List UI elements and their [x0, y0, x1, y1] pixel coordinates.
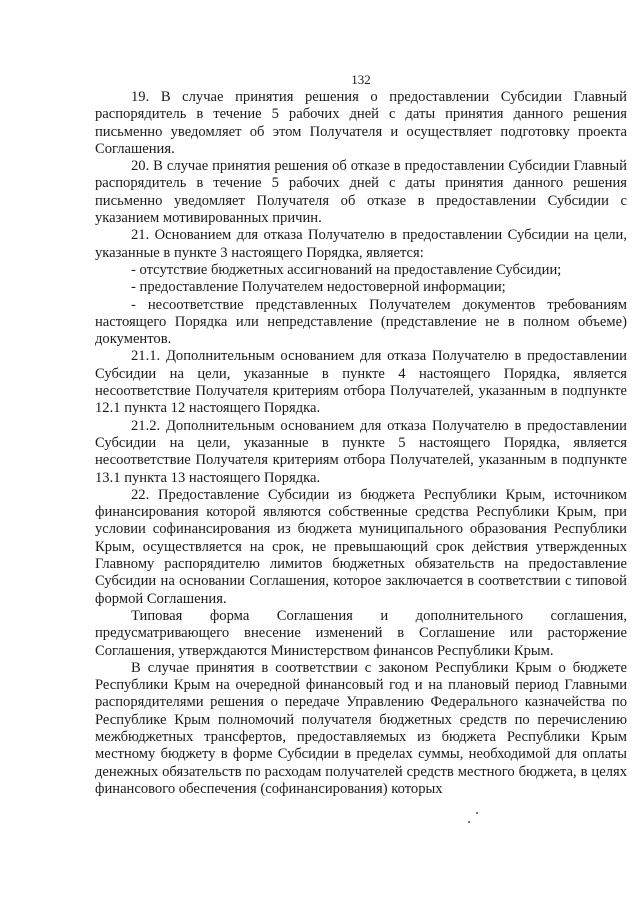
paragraph-treasury-transfer: В случае принятия в соответствии с законом Республики Крым о бюджете Республики Крым на очередной финансовый год и на плановый период Главными распорядителями решения о передаче Управлению Федерального казначейства по Республике Крым полномочий получателя бюджетных средств по перечислению межбюджетных трансфертов, предоставляемых из бюджета Республики Крым местному бюджету в форме Субсидии в пределах суммы, необходимой для оплаты денежных обязательств по расходам получателей средств местного бюджета, в целях финансового обеспечения (софинансирования) которых — [95, 659, 627, 797]
paragraph-20: 20. В случае принятия решения об отказе в предоставлении Субсидии Главный распорядитель в течение 5 рабочих дней с даты принятия данного решения письменно уведомляет Получателя об отказе в предоставлении Субсидии с указанием мотивированных причин. — [95, 158, 627, 227]
document-page — [95, 72, 627, 798]
paragraph-21: 21. Основанием для отказа Получателю в предоставлении Субсидии на цели, указанные в пункте 3 настоящего Порядка, является: — [95, 227, 627, 261]
list-item: - предоставление Получателем недостоверной информации; — [131, 279, 506, 296]
scan-speck — [468, 821, 470, 823]
list-item: - отсутствие бюджетных ассигнований на предоставление Субсидии; — [131, 261, 562, 278]
paragraph-21-1: 21.1. Дополнительным основанием для отказа Получателю в предоставлении Субсидии на цели, указанные в пункте 4 настоящего Порядка, является несоответствие Получателя критериям отбора Получателей, указанным в подпункте 12.1 пункта 12 настоящего Порядка. — [95, 348, 627, 417]
paragraph-21-2: 21.2. Дополнительным основанием для отказа Получателю в предоставлении Субсидии на цели, указанные в пункте 5 настоящего Порядка, является несоответствие Получателя критериям отбора Получателей, указанным в подпункте 13.1 пункта 13 настоящего Порядка. — [95, 417, 627, 486]
list-item: - несоответствие представленных Получателем документов требованиям настоящего Порядка или непредставление (представление не в полном объеме) документов. — [95, 296, 627, 348]
paragraph-19: 19. В случае принятия решения о предоставлении Субсидии Главный распорядитель в течение 5 рабочих дней с даты принятия данного решения письменно уведомляет об этом Получателя и осуществляет подготовку проекта Соглашения. — [95, 89, 627, 157]
paragraph-22: 22. Предоставление Субсидии из бюджета Республики Крым, источником финансирования которой являются собственные средства Республики Крым, при условии софинансирования из бюджета муниципального образования Республики Крым, осуществляется на срок, не превышающий срок действия утвержденных Главному распорядителю лимитов бюджетных обязательств на предоставление Субсидии на основании Соглашения, которое заключается в соответствии с типовой формой Соглашения. — [95, 486, 627, 607]
scan-speck — [476, 812, 478, 814]
page-number: 132 — [351, 72, 371, 87]
paragraph-standard-form: Типовая форма Соглашения и дополнительного соглашения, предусматривающего внесение изменений в Соглашение или расторжение Соглашения, утверждаются Министерством финансов Республики Крым. — [95, 607, 627, 659]
